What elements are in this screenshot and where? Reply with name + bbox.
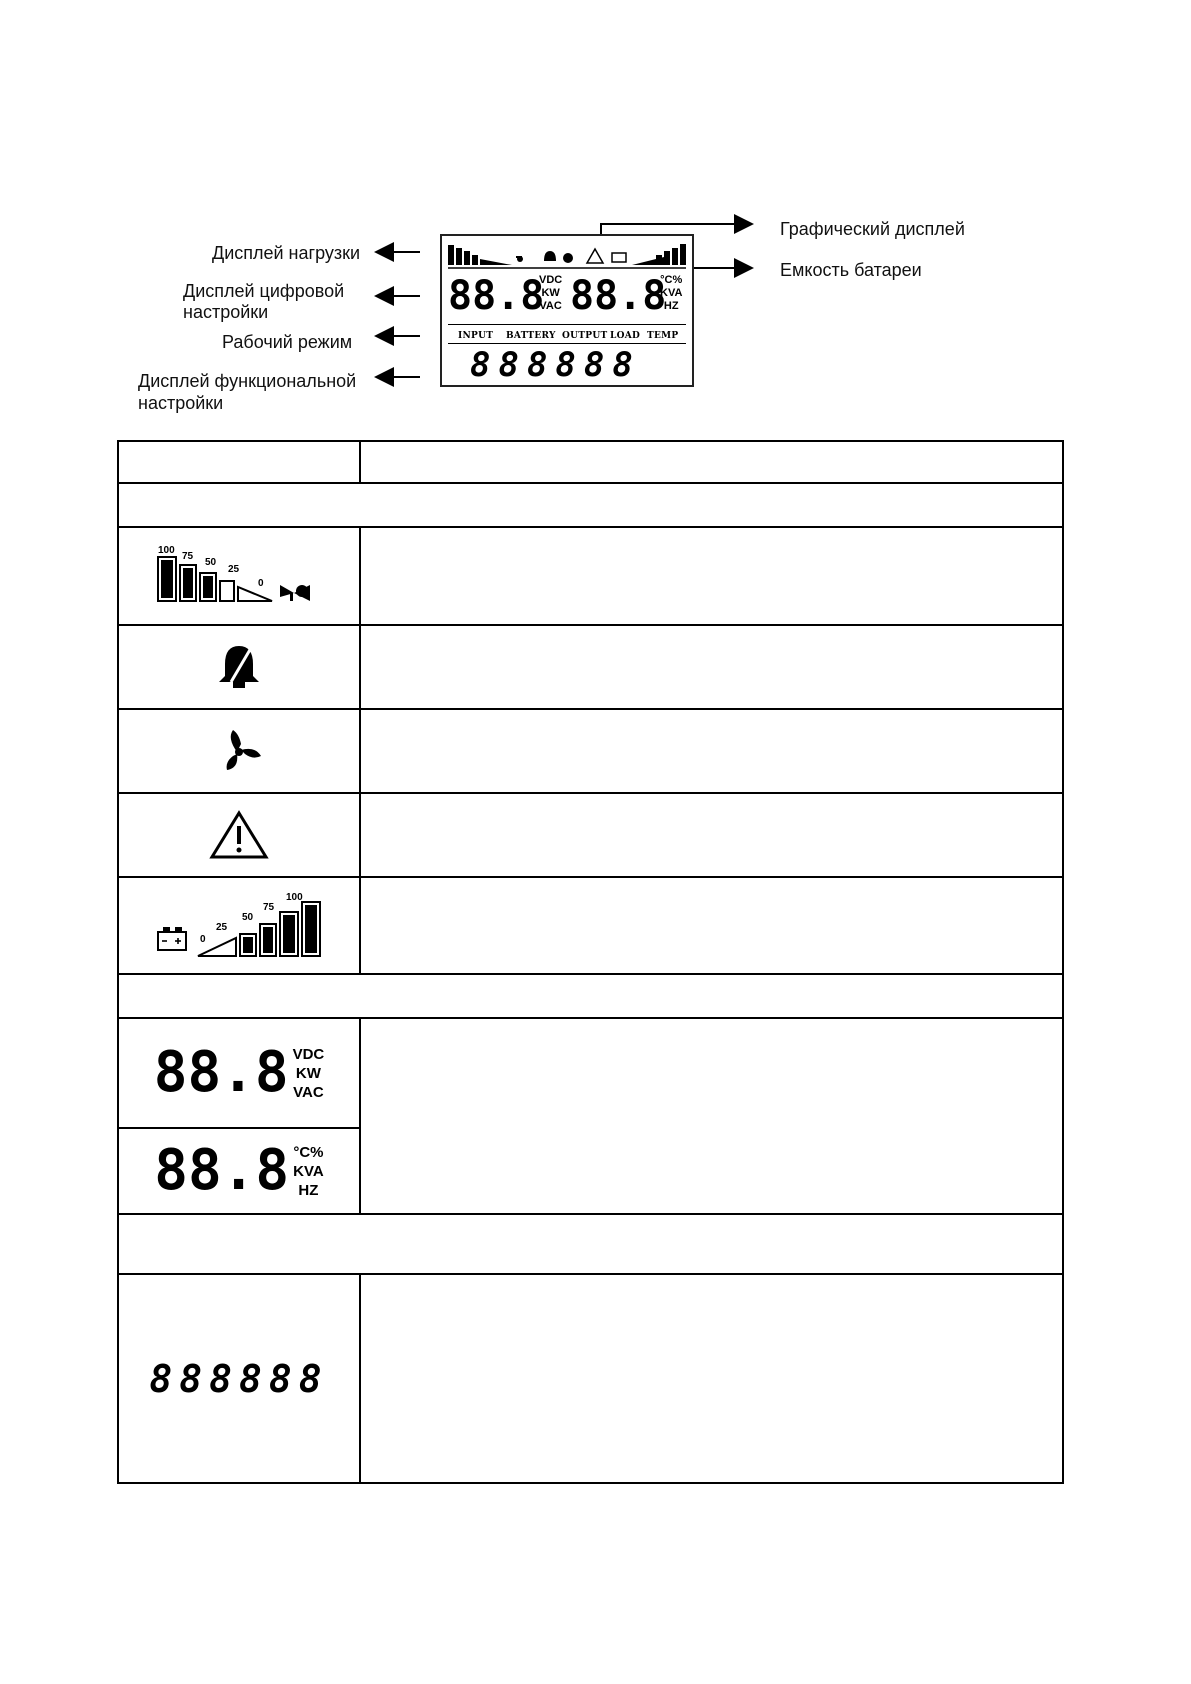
- load-wedge: [480, 259, 512, 265]
- unit-hz: HZ: [298, 1181, 319, 1199]
- cell-function-description: [360, 1274, 1063, 1483]
- cell-digital-description: [360, 1018, 1063, 1214]
- cell-digital-2: [118, 1128, 360, 1214]
- battery-level-icon: [154, 890, 324, 962]
- mute-bell-icon: [209, 642, 269, 692]
- section-cell-function: [118, 1214, 1063, 1274]
- digital-1-units: [293, 1045, 325, 1102]
- battery-label-0: 0: [200, 933, 206, 945]
- digital-display-2: [154, 1138, 324, 1203]
- table-row-bell: [118, 625, 1063, 709]
- lcd-digits-left: 88.8: [448, 273, 545, 319]
- lcd-mode-output: OUTPUT: [562, 331, 608, 341]
- digital-display-1: [153, 1040, 325, 1105]
- unit-vac: VAC: [293, 1083, 324, 1101]
- cell-fan-description: [360, 709, 1063, 793]
- table-row-function: [118, 1274, 1063, 1483]
- load-bar-75: [456, 248, 462, 265]
- lcd-digits-right: 88.8: [570, 273, 667, 319]
- load-label-25: 25: [228, 564, 240, 575]
- header-cell-description: [360, 441, 1063, 483]
- lcd-spec-table: [117, 440, 1064, 1484]
- digital-2-digits: 88.8: [154, 1138, 290, 1203]
- cell-load-icon: [118, 527, 360, 625]
- label-battery-capacity: Емкость батареи: [780, 260, 922, 280]
- lcd-fan: [563, 253, 573, 263]
- table-header-row: [118, 441, 1063, 483]
- load-label-100: 100: [158, 545, 175, 556]
- lcd-unit-kva: KVA: [660, 287, 683, 299]
- function-digits: 888888: [149, 1356, 329, 1401]
- label-graphic-display: Графический дисплей: [780, 219, 965, 239]
- lcd-top-icons: [446, 239, 690, 269]
- label-operating-mode: Рабочий режим: [222, 332, 353, 352]
- table-row-load: [118, 527, 1063, 625]
- unit-cpct: °C%: [293, 1143, 324, 1161]
- load-label-0: 0: [258, 578, 264, 589]
- cell-digital-1: [118, 1018, 360, 1128]
- table-row-warning: [118, 793, 1063, 877]
- cell-function-digits: [118, 1274, 360, 1483]
- lcd-units-right: [660, 274, 682, 313]
- load-label-75: 75: [182, 551, 194, 562]
- section-row-graphic: [118, 483, 1063, 527]
- digital-1-digits: 88.8: [153, 1040, 289, 1105]
- load-bar-100: [448, 245, 454, 265]
- lcd-units-left: [539, 274, 562, 313]
- fan-icon: [209, 726, 269, 776]
- cell-fan-icon: [118, 709, 360, 793]
- lcd-mode-load: LOAD: [610, 331, 641, 341]
- lcd-unit-vdc: VDC: [539, 274, 563, 286]
- label-digital-settings-2: настройки: [183, 302, 269, 322]
- section-row-function: [118, 1214, 1063, 1274]
- cell-battery-description: [360, 877, 1063, 974]
- label-function-settings-2: настройки: [138, 393, 224, 413]
- lcd-battery-icon: [612, 253, 626, 262]
- table-row-battery: [118, 877, 1063, 974]
- unit-kw: KW: [295, 1064, 321, 1082]
- lcd-bottom-digits: 888888: [470, 345, 641, 385]
- table-row-fan: [118, 709, 1063, 793]
- header-cell-icon: [118, 441, 360, 483]
- lcd-warning: [587, 249, 603, 263]
- lcd-mode-battery: BATTERY: [506, 331, 556, 341]
- lcd-bell: [544, 251, 556, 261]
- unit-kva: KVA: [293, 1162, 324, 1180]
- battery-label-50: 50: [242, 911, 254, 923]
- battery-label-25: 25: [216, 921, 228, 933]
- label-digital-settings-1: Дисплей цифровой: [183, 281, 345, 301]
- cell-warning-icon: [118, 793, 360, 877]
- cell-bell-icon: [118, 625, 360, 709]
- section-row-digital: [118, 974, 1063, 1018]
- lcd-unit-kw: KW: [541, 287, 560, 299]
- section-cell-graphic: [118, 483, 1063, 527]
- label-function-settings-1: Дисплей функциональной: [138, 371, 357, 391]
- lcd-mode-temp: TEMP: [647, 331, 679, 341]
- load-level-icon: [154, 541, 324, 611]
- load-bar-50: [464, 251, 470, 265]
- unit-vdc: VDC: [292, 1045, 325, 1063]
- battery-label-75: 75: [263, 901, 275, 913]
- load-bar-25: [472, 255, 478, 265]
- digital-2-units: [293, 1143, 324, 1200]
- cell-load-description: [360, 527, 1063, 625]
- label-load-display: Дисплей нагрузки: [212, 243, 361, 263]
- cell-bell-description: [360, 625, 1063, 709]
- lcd-separator: [448, 324, 686, 325]
- lcd-unit-hz: HZ: [663, 300, 679, 312]
- lcd-mode-underline: [448, 343, 686, 344]
- cell-warning-description: [360, 793, 1063, 877]
- lcd-unit-cpct: °C%: [660, 274, 683, 286]
- lcd-unit-vac: VAC: [539, 300, 562, 312]
- battery-label-100: 100: [286, 891, 303, 903]
- table-row-digital-1: [118, 1018, 1063, 1128]
- warning-icon: [208, 809, 270, 861]
- load-label-50: 50: [205, 557, 217, 568]
- section-cell-digital: [118, 974, 1063, 1018]
- cell-battery-icon: [118, 877, 360, 974]
- lcd-panel: [440, 234, 694, 387]
- lcd-mode-input: INPUT: [458, 331, 494, 341]
